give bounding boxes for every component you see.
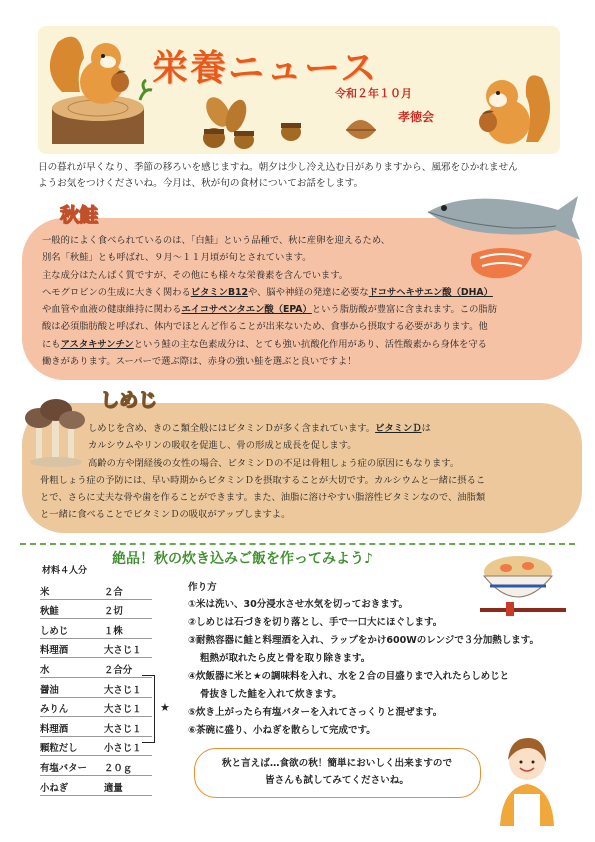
salmon-line: 酸は必須脂肪酸と呼ばれ、体内でほとんど作ることが出来ないため、食事から摂取する必要があります。他 <box>42 321 488 333</box>
ingredient-row <box>40 737 152 757</box>
ingredient-row <box>40 580 152 600</box>
salmon-heading: 秋鮭 <box>60 204 99 226</box>
ingredient-name: 料理酒 <box>40 645 69 657</box>
method-steps <box>188 596 578 740</box>
salmon-text-span: にも <box>42 338 61 350</box>
salmon-text-span: や、脳や神経の発達に必要な <box>247 286 369 298</box>
ingredient-name: 秋鮭 <box>40 606 59 618</box>
vitamin-d-keyword: ビタミンＤ <box>375 423 422 434</box>
shimeji-text-span: しめじを含め、きのこ類全般にはビタミンＤが多く含まれています。 <box>88 423 376 434</box>
newsletter-title: 栄養ニュース <box>152 48 379 89</box>
method-caption: 作り方 <box>188 582 217 593</box>
step-line: 粗熱が取れたら皮と骨を取り除きます。 <box>200 653 371 664</box>
ingredient-name: 小ねぎ <box>40 782 69 794</box>
shimeji-line <box>40 420 570 437</box>
salmon-line: 一般的によく食べられているのは、「白鮭」という品種で、秋に産卵を迎えるため、 <box>42 235 391 246</box>
ingredient-name: みりん <box>40 704 69 716</box>
ingredient-quantity: ２０ｇ <box>104 762 133 774</box>
acorn-leaf-illustration <box>196 92 396 154</box>
ingredient-quantity: １株 <box>104 625 123 637</box>
salmon-line: 働きがあります。スーパーで選ぶ際は、赤身の強い鮭を選ぶと良いですよ！ <box>42 356 357 368</box>
shimeji-line: と一緒に食べることでビタミンＤの吸収がアップしますよ。 <box>40 509 291 521</box>
shimeji-text-span: は <box>421 423 431 434</box>
ingredient-row <box>40 756 152 776</box>
shimeji-line: 骨粗しょう症の予防には、早い時期からビタミンＤを摂取することが大切です。カルシウムと一緒に摂るこ <box>40 474 486 486</box>
astaxanthin-keyword: アスタキサンチン <box>60 338 134 350</box>
step-line: 骨抜きした鮭を入れて炊きます。 <box>200 689 342 700</box>
shimeji-body-text <box>40 420 570 524</box>
ingredient-quantity: 適量 <box>104 782 123 794</box>
ingredient-row <box>40 600 152 620</box>
ingredient-quantity: 大さじ１ <box>104 723 142 735</box>
salmon-text-span: という鮭の主な色素成分は、とても強い抗酸化作用があり、活性酸素から身体を守る <box>133 338 487 350</box>
bubble-line: 秋と言えば…食欲の秋！簡単においしく出来ますので <box>221 758 453 769</box>
shimeji-line: 高齢の方や閉経後の女性の場合、ビタミンＤの不足は骨粗しょう症の原因にもなります。 <box>88 457 460 469</box>
ingredient-row <box>40 698 152 718</box>
recipe-title: 絶品！秋の炊き込みご飯を作ってみよう♪ <box>112 551 373 567</box>
salmon-text-span: や血管や血液の健康維持に関わる <box>42 304 182 316</box>
squirrel-illustration <box>468 62 558 154</box>
ingredient-quantity: ２切 <box>104 606 123 618</box>
ingredient-row <box>40 619 152 639</box>
issue-date: 令和２年１０月 <box>335 87 412 100</box>
ingredient-name: 有塩バター <box>40 762 87 774</box>
step-line: ④炊飯器に米と★の調味料を入れ、水を２合の目盛りまで入れたらしめじと <box>188 671 510 682</box>
ingredient-name: 米 <box>40 586 50 598</box>
salmon-line: 主な成分はたんぱく質ですが、その他にも様々な栄養素を含んでいます。 <box>42 269 349 281</box>
ingredient-quantity: ２合分 <box>104 664 133 676</box>
ingredient-row <box>40 717 152 737</box>
salmon-line <box>42 301 566 318</box>
dha-keyword: ドコサヘキサエン酸（DHA） <box>368 286 493 298</box>
ingredient-row <box>40 678 152 698</box>
vitamin-b12-keyword: ビタミンB12 <box>190 286 248 298</box>
salmon-body-text <box>42 232 566 370</box>
ingredient-row <box>40 776 152 796</box>
salmon-line <box>42 336 566 353</box>
ingredient-quantity: 小さじ１ <box>104 743 142 755</box>
ingredient-name: しめじ <box>40 625 69 637</box>
ingredient-name: 醤油 <box>40 684 59 696</box>
shimeji-line: とで、さらに丈夫な骨や歯を作ることができます。また、油脂に溶けやすい脂溶性ビタミンなので、油脂類 <box>40 492 486 504</box>
step-line: ③耐熱容器に鮭と料理酒を入れ、ラップをかけ600Wのレンジで３分加熱します。 <box>188 635 539 646</box>
ingredient-quantity: 大さじ１ <box>104 645 142 657</box>
bubble-line: 皆さんも試してみてくださいね。 <box>265 775 409 786</box>
ingredients-list <box>40 580 152 796</box>
ingredient-name: 水 <box>40 664 50 676</box>
salmon-line <box>42 284 566 301</box>
organization-name: 孝徳会 <box>398 110 435 124</box>
salmon-line: 別名「秋鮭」とも呼ばれ、９月～１１月頃が旬とされています。 <box>42 252 312 264</box>
squirrel-stump-illustration <box>40 30 160 152</box>
intro-line: 日の暮れが早くなり、季節の移ろいを感じますね。朝夕は少し冷え込む日がありますから、風邪をひかれません <box>38 162 518 173</box>
salmon-text-span: ヘモグロビンの生成に大きく関わる <box>42 286 191 298</box>
star-marker: ★ <box>160 701 170 714</box>
ingredients-caption: 材料４人分 <box>42 566 88 576</box>
speech-bubble-text <box>200 755 474 789</box>
epa-keyword: エイコサペンタエン酸（EPA） <box>181 304 312 316</box>
ingredient-row <box>40 639 152 659</box>
shimeji-heading: しめじ <box>100 389 158 411</box>
intro-line: ようお気をつけくださいね。今月は、秋が旬の食材についてお話をします。 <box>38 178 364 189</box>
seasoning-bracket <box>142 675 155 743</box>
ingredient-quantity: 大さじ１ <box>104 684 142 696</box>
ingredient-row <box>40 658 152 678</box>
step-line: ②しめじは石づきを切り落とし、手で一口大にほぐします。 <box>188 617 443 628</box>
ingredient-name: 料理酒 <box>40 723 69 735</box>
step-line: ⑤炊き上がったら有塩バターを入れてさっくりと混ぜます。 <box>188 707 443 718</box>
ingredient-quantity: ２合 <box>104 586 123 598</box>
ingredient-quantity: 大さじ１ <box>104 704 142 716</box>
step-line: ⑥茶碗に盛り、小ねぎを散らして完成です。 <box>188 725 376 736</box>
cook-woman-illustration <box>492 726 562 826</box>
salmon-text-span: という脂肪酸が豊富に含まれます。この脂肪 <box>311 304 497 316</box>
ingredient-name: 顆粒だし <box>40 743 78 755</box>
step-line: ①米は洗い、30分浸水させ水気を切っておきます。 <box>188 599 409 610</box>
shimeji-line: カルシウムやリンの吸収を促進し、骨の形成と成長を促します。 <box>88 440 357 452</box>
